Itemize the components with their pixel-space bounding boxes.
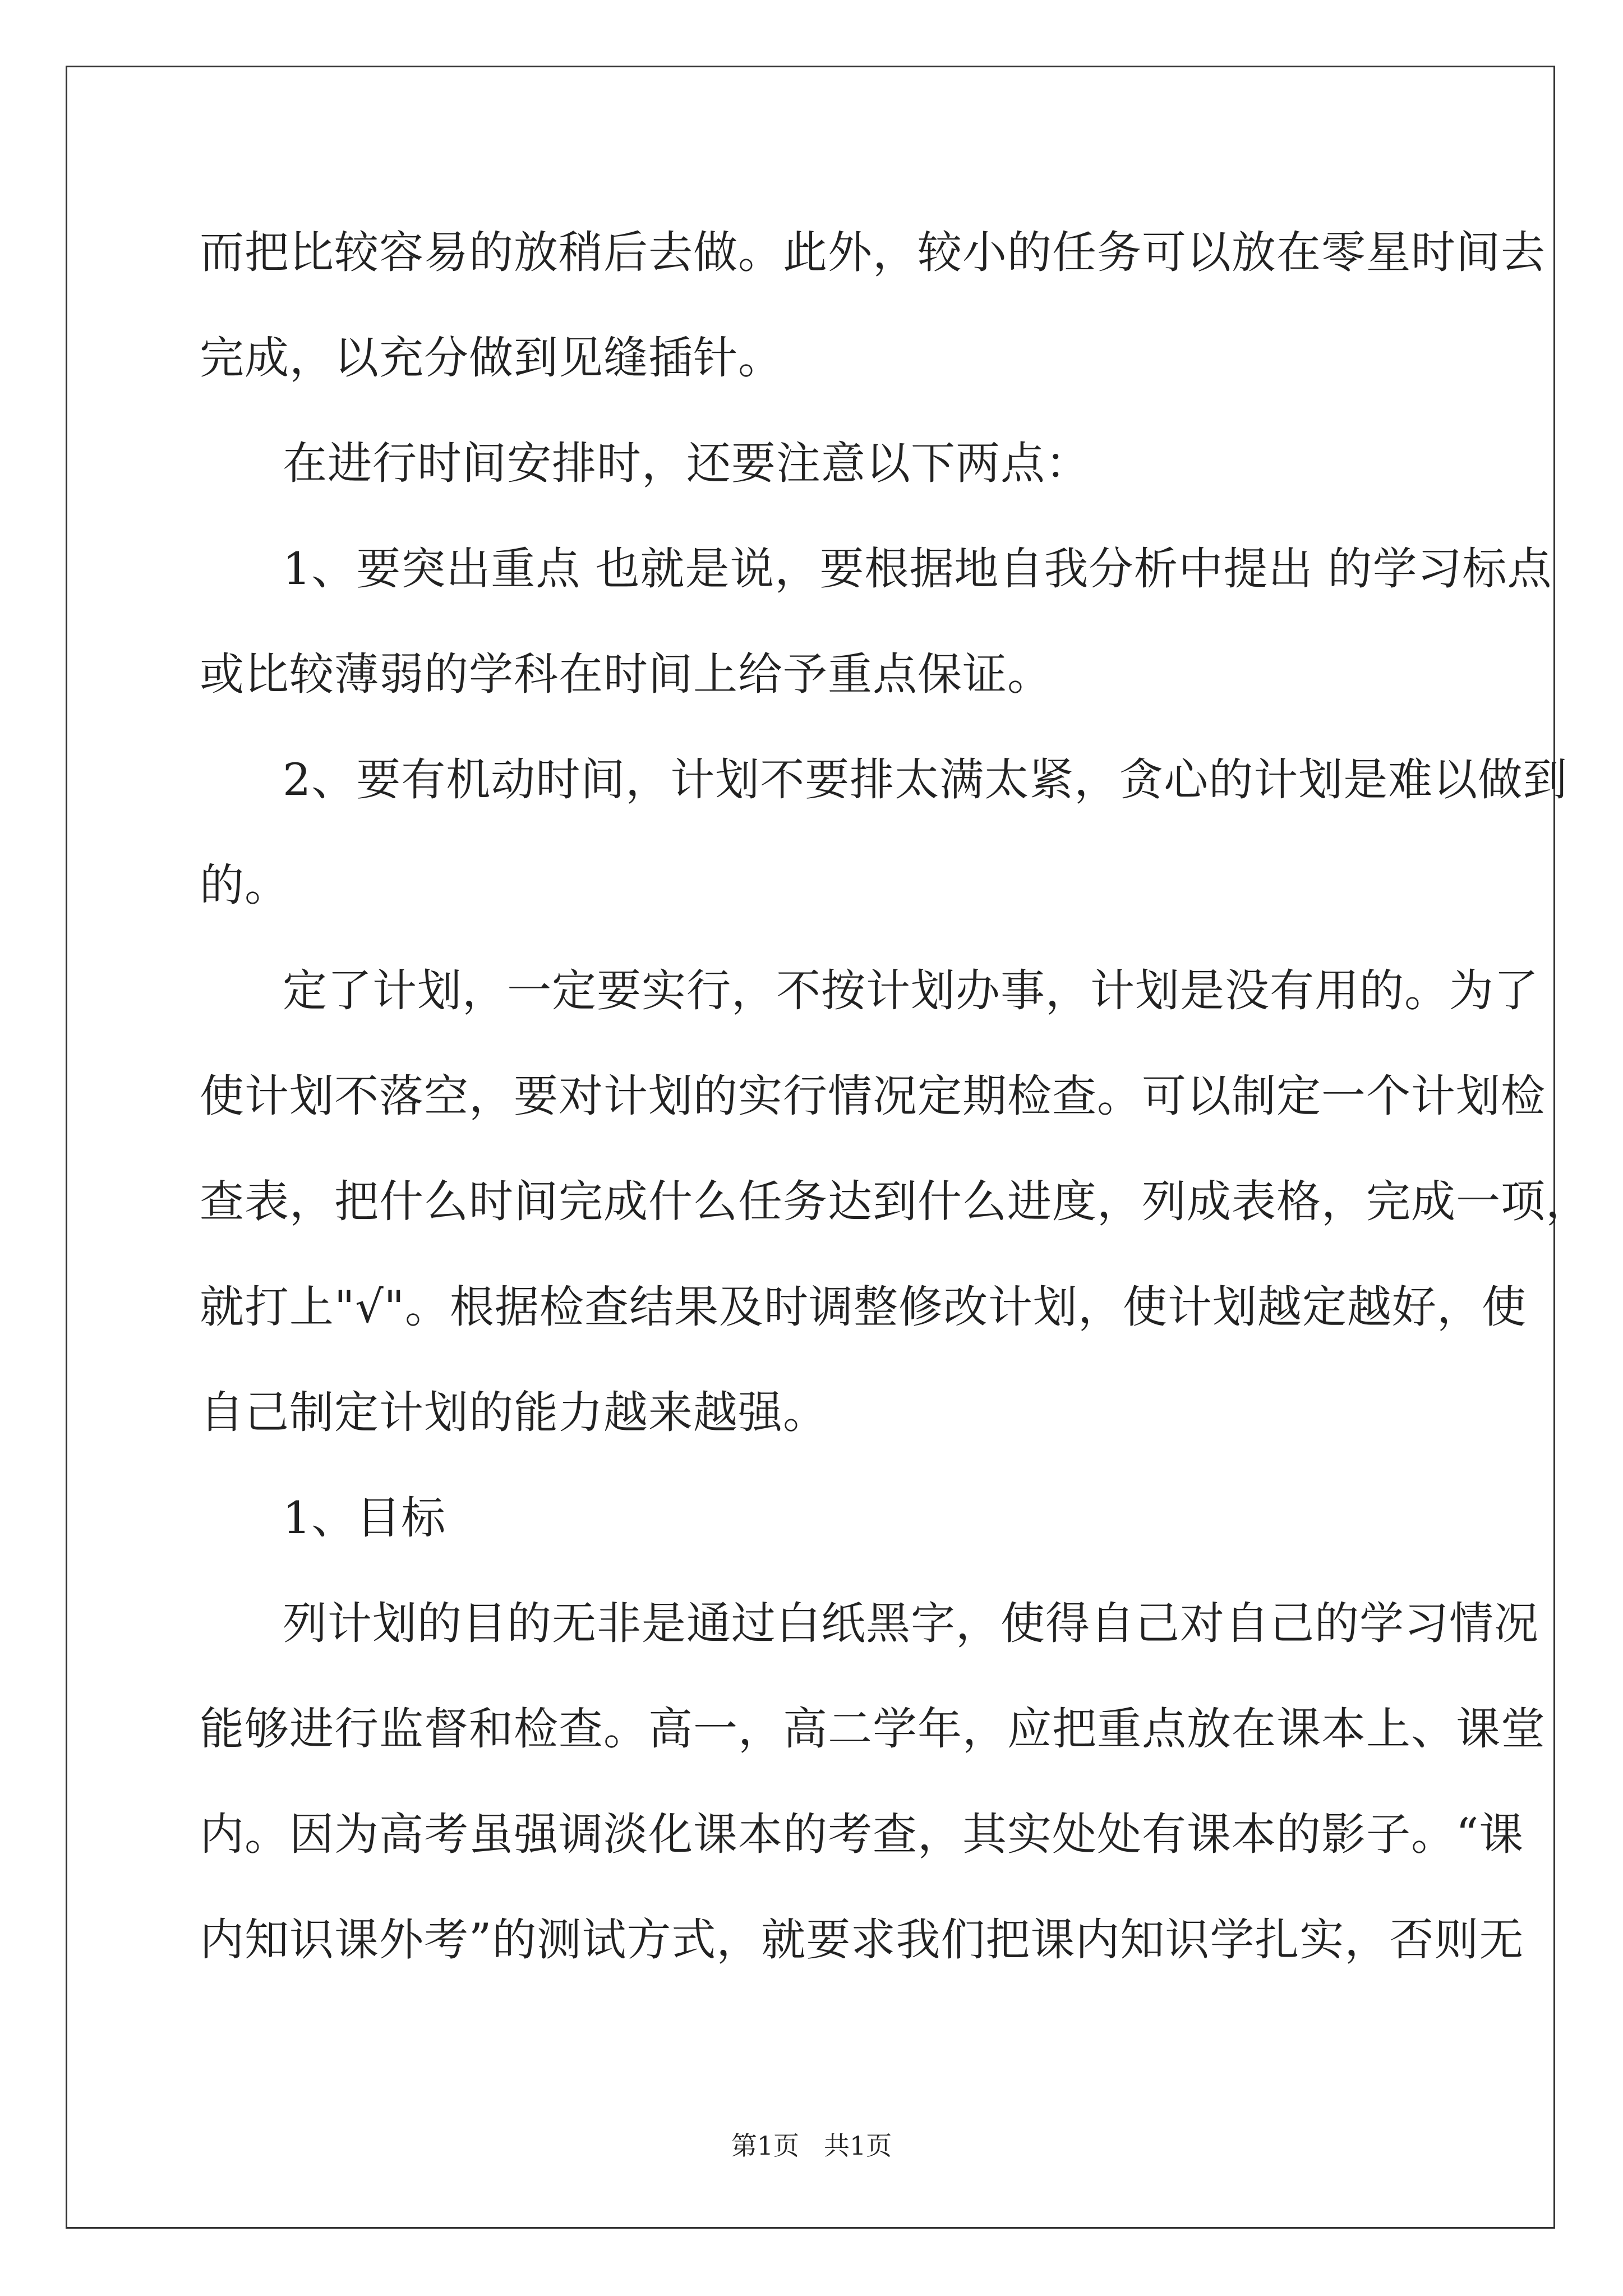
text-line: 而把比较容易的放稍后去做。此外，较小的任务可以放在零星时间去 (200, 227, 1546, 278)
page-number: 第1页 (731, 2131, 800, 2161)
text-line: 就打上"√"。根据检查结果及时调整修改计划，使计划越定越好，使 (200, 1281, 1527, 1333)
text-line: 完成，以充分做到见缝插针。 (200, 332, 783, 384)
section-heading: 1、目标 (283, 1492, 446, 1544)
document-body (200, 208, 1590, 2000)
text-line: 在进行时间安排时，还要注意以下两点： (283, 438, 1090, 489)
total-pages: 共1页 (823, 2131, 892, 2161)
text-line: 1、要突出重点 也就是说，要根据地自我分析中提出 的学习标点 (283, 543, 1552, 595)
footer-spacer (799, 2131, 824, 2161)
text-line: 或比较薄弱的学科在时间上给予重点保证。 (200, 648, 1052, 700)
text-line: 定了计划，一定要实行，不按计划办事，计划是没有用的。为了 (283, 965, 1539, 1016)
page-footer (0, 2129, 1623, 2162)
text-line: 查表，把什么时间完成什么任务达到什么进度，列成表格，完成一项， (200, 1176, 1590, 1227)
text-line: 自己制定计划的能力越来越强。 (200, 1387, 828, 1438)
text-line: 能够进行监督和检查。高一，高二学年，应把重点放在课本上、课堂 (200, 1703, 1546, 1755)
text-line: 内知识课外考”的测试方式，就要求我们把课内知识学扎实，否则无 (200, 1914, 1524, 1966)
text-line: 内。因为高考虽强调淡化课本的考查，其实处处有课本的影子。“课 (200, 1809, 1524, 1860)
text-line: 使计划不落空，要对计划的实行情况定期检查。可以制定一个计划检 (200, 1070, 1546, 1122)
text-line: 2、要有机动时间，计划不要排太满太紧，贪心的计划是难以做到 (283, 754, 1568, 806)
text-line: 的。 (200, 859, 289, 911)
text-line: 列计划的目的无非是通过白纸黑字，使得自己对自己的学习情况 (283, 1598, 1539, 1649)
